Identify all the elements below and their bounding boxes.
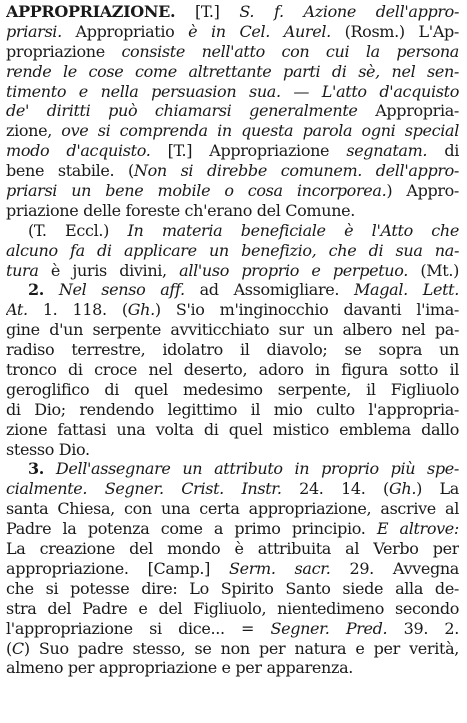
- entry-line: [6, 161, 459, 181]
- italic-text: è in Cel. Aurel.: [188, 21, 331, 41]
- entry-line: [6, 261, 459, 281]
- entry-line: [6, 519, 459, 539]
- text-run: (: [6, 638, 12, 658]
- text-run: (T. Eccl.): [28, 220, 128, 240]
- italic-text: Gh.: [388, 479, 417, 499]
- entry-line: [6, 459, 459, 479]
- italic-text: E altrove:: [376, 519, 459, 539]
- entry-line: [6, 400, 459, 420]
- text-run: ) Appro-: [386, 181, 459, 201]
- entry-line: [6, 101, 459, 121]
- entry-line: [6, 22, 459, 42]
- text-run: [44, 280, 59, 299]
- entry-line: [6, 121, 459, 141]
- italic-text: Segner. Pred.: [270, 618, 388, 638]
- text-run: è juris divini,: [38, 260, 180, 280]
- sense-number: 2.: [28, 280, 45, 300]
- italic-text: priarsi un bene mobile o cosa incorporea.: [6, 181, 387, 201]
- text-run: (Mt.): [408, 260, 459, 280]
- entry-line: [6, 2, 459, 22]
- italic-text: timento e nella persuasion sua. — L'atto d'acquisto: [6, 81, 459, 101]
- text-run: [T.] Appropriazione: [150, 141, 347, 161]
- entry-line: [6, 241, 459, 261]
- italic-text: all'uso proprio e perpetuo.: [179, 260, 408, 280]
- italic-text: ove si comprenda in questa parola ogni special: [61, 121, 459, 141]
- text-run: almeno per appropriazione e per apparenza.: [6, 658, 353, 678]
- text-run: stesso Dio.: [6, 439, 90, 459]
- italic-text: alcuno fa di applicare un benefizio, che di sua na-: [6, 240, 459, 260]
- text-run: priazione delle foreste ch'erano del Comune.: [6, 200, 356, 220]
- italic-text: S. f. Azione dell'appro-: [239, 2, 459, 21]
- italic-text: segnatam.: [346, 141, 428, 161]
- italic-text: tura: [6, 260, 39, 280]
- italic-text: At.: [6, 300, 28, 320]
- text-run: stra del Padre e del Figliuolo, nientedimeno secondo: [6, 598, 459, 618]
- entry-line: [6, 201, 459, 221]
- entry-line: [6, 440, 459, 460]
- italic-text: Nel senso aff.: [58, 280, 185, 300]
- text-run: [T.]: [175, 2, 240, 21]
- text-run: 29. Avvegna: [330, 558, 459, 578]
- text-run: (Rosm.) L'Ap-: [330, 21, 459, 41]
- text-run: ) Suo padre stesso, se non per natura e per verità,: [23, 638, 459, 658]
- entry-line: [6, 639, 459, 659]
- text-run: che si potesse dire: Lo Spirito Santo siede alla de-: [6, 578, 459, 598]
- text-run: ) S'io m'inginocchio davanti l'ima-: [154, 300, 459, 320]
- text-run: Padre la potenza come a primo principio.: [6, 519, 377, 539]
- text-run: propriazione: [6, 41, 122, 61]
- sense-number: 3.: [28, 459, 45, 479]
- entry-line: [6, 479, 459, 499]
- italic-text: Serm. sacr.: [228, 558, 331, 578]
- entry-line: [6, 181, 459, 201]
- text-run: santa Chiesa, con una certa appropriazione, ascrive al: [6, 499, 459, 519]
- italic-text: Dell'assegnare un attributo in proprio più spe-: [55, 459, 459, 479]
- italic-text: Magal. Lett.: [354, 280, 459, 300]
- italic-text: Gh.: [127, 300, 155, 320]
- entry-line: [6, 658, 459, 678]
- entry-line: [6, 579, 459, 599]
- text-run: di: [427, 141, 459, 161]
- italic-text: cialmente. Segner. Crist. Instr.: [6, 479, 282, 499]
- text-run: tronco di croce nel deserto, adoro in figura sotto il: [6, 360, 459, 380]
- text-run: radiso terrestre, idolatro il diavolo; se sopra un: [6, 340, 459, 360]
- entry-line: [6, 340, 459, 360]
- entry-line: [6, 559, 459, 579]
- text-run: 24. 14. (: [281, 479, 389, 499]
- entry-line: [6, 320, 459, 340]
- text-run: bene stabile. (: [6, 161, 134, 181]
- text-run: gine d'un serpente avviticchiato sur un albero nel pa-: [6, 320, 459, 340]
- italic-text: priarsi.: [6, 21, 62, 41]
- text-run: geroglifico di quel medesimo serpente, il Figliuolo: [6, 379, 459, 399]
- text-run: 39. 2.: [387, 618, 459, 638]
- italic-text: rende le cose come altrettante parti di sè, nel sen-: [6, 61, 459, 81]
- text-run: La creazione del mondo è attribuita al Verbo per: [6, 539, 459, 559]
- entry-line: [6, 380, 459, 400]
- text-run: 1. 118. (: [27, 300, 128, 320]
- italic-text: In materia beneficiale è l'Atto che: [127, 220, 459, 240]
- entry-line: [6, 539, 459, 559]
- text-run: [44, 459, 56, 478]
- italic-text: de' diritti può chiamarsi generalmente: [6, 101, 358, 121]
- entry-line: [6, 62, 459, 82]
- italic-text: consiste nell'atto con cui la persona: [121, 41, 459, 61]
- entry-line: [6, 360, 459, 380]
- entry-line: [6, 300, 459, 320]
- entry-line: [6, 141, 459, 161]
- text-run: zione fattasi una volta di quel mistico emblema dallo: [6, 419, 459, 439]
- italic-text: C: [11, 638, 24, 658]
- text-run: zione,: [6, 121, 62, 141]
- entry-line: [6, 82, 459, 102]
- text-run: ad Assomigliare.: [184, 280, 355, 300]
- entry-line: [6, 221, 459, 241]
- italic-text: Non si direbbe comunem. dell'appro-: [133, 161, 459, 181]
- text-run: appropriazione. [Camp.]: [6, 558, 229, 578]
- italic-text: modo d'acquisto.: [6, 141, 151, 161]
- text-run: ) La: [416, 479, 459, 499]
- text-run: l'appropriazione si dice... =: [6, 618, 271, 638]
- entry-line: [6, 599, 459, 619]
- text-run: Appropriatio: [61, 21, 189, 41]
- text-run: Appropria-: [357, 101, 459, 121]
- headword: APPROPRIAZIONE.: [6, 2, 176, 21]
- entry-line: [6, 499, 459, 519]
- entry-line: [6, 280, 459, 300]
- entry-line: [6, 420, 459, 440]
- text-run: di Dio; rendendo legittimo il mio culto l'appropria-: [6, 399, 459, 419]
- entry-line: [6, 619, 459, 639]
- entry-line: [6, 42, 459, 62]
